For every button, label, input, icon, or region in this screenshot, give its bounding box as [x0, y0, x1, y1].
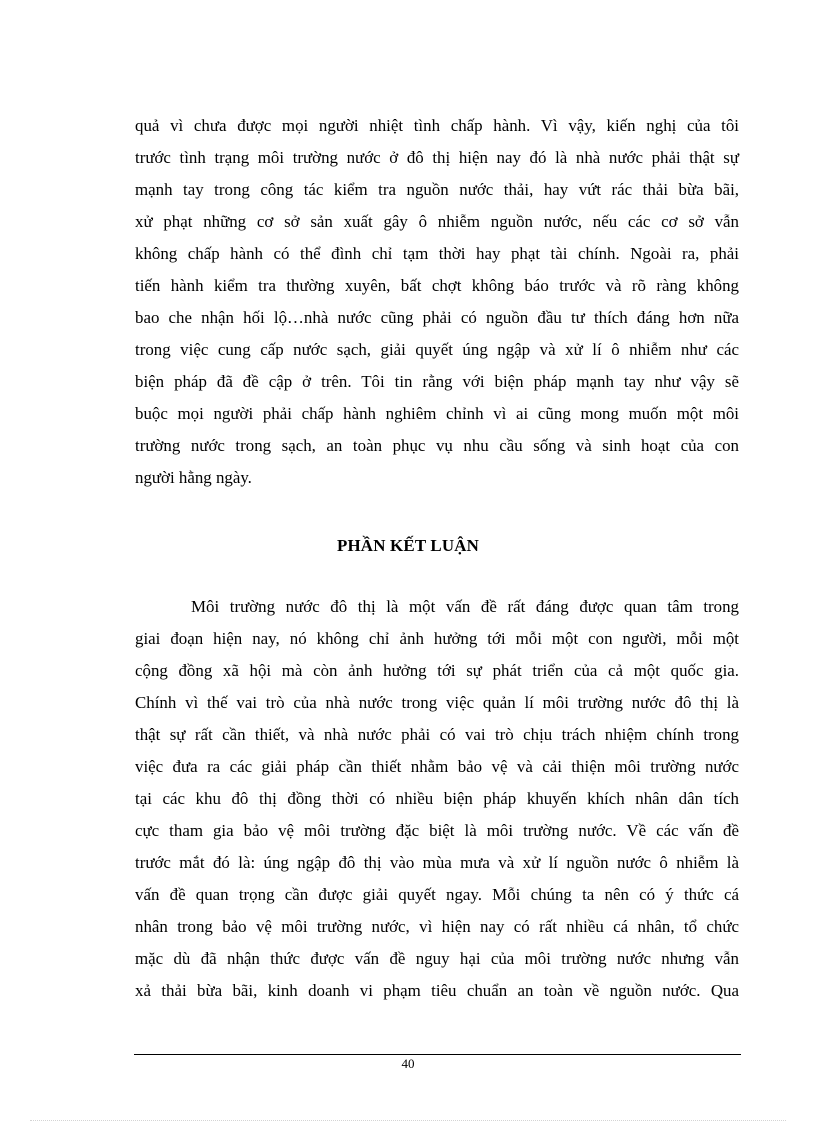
body-paragraph-1	[135, 110, 739, 494]
text-line: Môi trường nước đô thị là một vấn đề rất đáng được quan tâm trong	[191, 597, 739, 616]
text-line: Chính vì thế vai trò của nhà nước trong việc quản lí môi trường nước đô thị là	[135, 693, 739, 712]
text-line: nhân trong bảo vệ môi trường nước, vì hiện nay có rất nhiều cá nhân, tổ chức	[135, 917, 739, 936]
text-line: xử phạt những cơ sở sản xuất gây ô nhiễm nguồn nước, nếu các cơ sở vẫn	[135, 212, 739, 231]
page-number: 40	[401, 1056, 415, 1071]
text-line: trường nước trong sạch, an toàn phục vụ nhu cầu sống và sinh hoạt của con	[135, 436, 739, 455]
text-line: việc đưa ra các giải pháp cần thiết nhằm bảo vệ và cải thiện môi trường nước	[135, 757, 739, 776]
body-paragraph-2	[135, 591, 739, 1007]
text-line: buộc mọi người phải chấp hành nghiêm chỉnh vì ai cũng mong muốn một môi	[135, 404, 739, 423]
text-line: tiến hành kiểm tra thường xuyên, bất chợt không báo trước và rõ ràng không	[135, 276, 739, 295]
text-line: tại các khu đô thị đồng thời có nhiều biện pháp khuyến khích nhân dân tích	[135, 789, 739, 808]
text-line: trước tình trạng môi trường nước ở đô thị hiện nay đó là nhà nước phải thật sự	[135, 148, 739, 167]
page-bottom-border	[30, 1120, 786, 1121]
text-line: bao che nhận hối lộ…nhà nước cũng phải có nguồn đầu tư thích đáng hơn nữa	[135, 308, 739, 327]
text-line: cực tham gia bảo vệ môi trường đặc biệt là môi trường nước. Về các vấn đề	[135, 821, 739, 840]
text-line: mặc dù đã nhận thức được vấn đề nguy hại của môi trường nước nhưng vẫn	[135, 949, 739, 968]
text-line: cộng đồng xã hội mà còn ảnh hưởng tới sự phát triển của cả một quốc gia.	[135, 661, 739, 680]
text-line: giai đoạn hiện nay, nó không chỉ ảnh hưởng tới mỗi một con người, mỗi một	[135, 629, 739, 648]
text-line: người hằng ngày.	[135, 468, 252, 487]
text-line: thật sự rất cần thiết, và nhà nước phải có vai trò chịu trách nhiệm chính trong	[135, 725, 739, 744]
section-heading: PHẦN KẾT LUẬN	[336, 536, 480, 555]
text-line: mạnh tay trong công tác kiểm tra nguồn nước thải, hay vứt rác thải bừa bãi,	[135, 180, 739, 199]
text-line: không chấp hành có thể đình chỉ tạm thời hay phạt tài chính. Ngoài ra, phải	[135, 244, 739, 263]
text-line: vấn đề quan trọng cần được giải quyết ngay. Mỗi chúng ta nên có ý thức cá	[135, 885, 739, 904]
text-line: quả vì chưa được mọi người nhiệt tình chấp hành. Vì vậy, kiến nghị của tôi	[135, 116, 739, 135]
text-line: biện pháp đã đề cập ở trên. Tôi tin rằng với biện pháp mạnh tay như vậy sẽ	[135, 372, 739, 391]
text-line: trước mắt đó là: úng ngập đô thị vào mùa mưa và xử lí nguồn nước ô nhiễm là	[135, 853, 739, 872]
text-line: trong việc cung cấp nước sạch, giải quyết úng ngập và xử lí ô nhiễm như các	[135, 340, 739, 359]
text-line: xả thải bừa bãi, kinh doanh vi phạm tiêu chuẩn an toàn về nguồn nước. Qua	[135, 981, 739, 1000]
